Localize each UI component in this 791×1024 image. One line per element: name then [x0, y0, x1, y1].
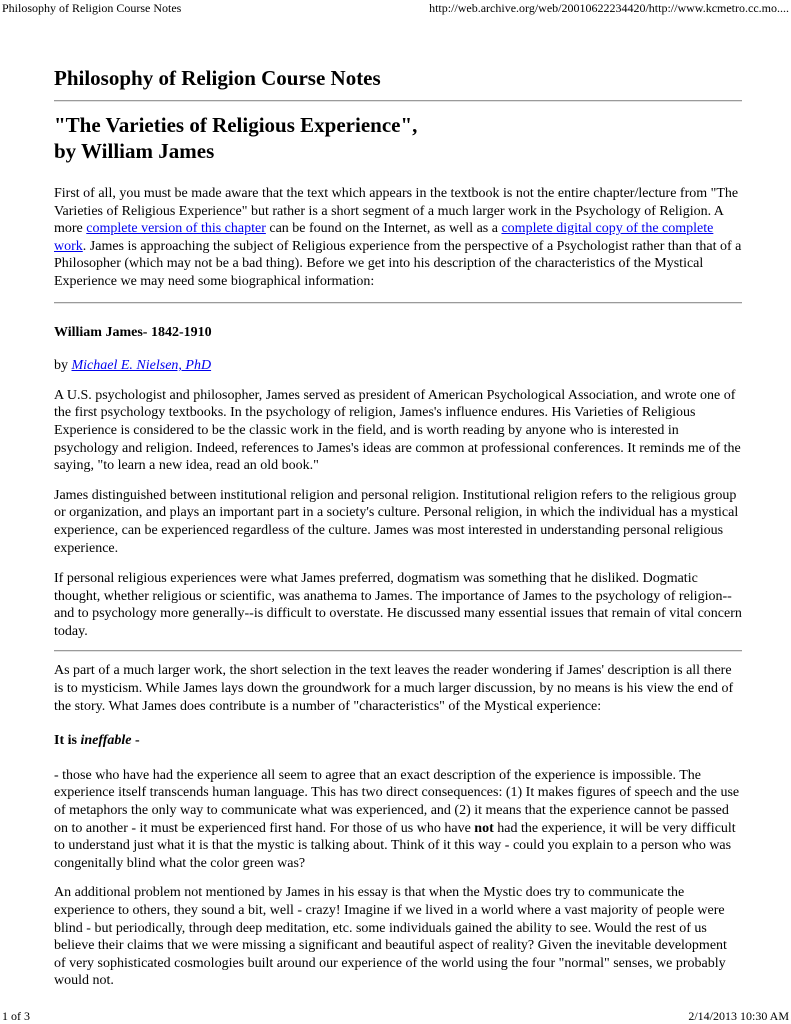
ineffable-word: ineffable	[80, 733, 132, 749]
chapter-version-link[interactable]: complete version of this chapter	[86, 221, 266, 237]
ineffable-bold-word: not	[474, 820, 494, 836]
heading-line-1: "The Varieties of Religious Experience",	[54, 113, 418, 137]
ineffable-prefix: It is	[54, 733, 81, 749]
print-header-url: http://web.archive.org/web/20010622234420/http://www.kcmetro.cc.mo....	[429, 1, 789, 15]
intro-text-2: can be found on the Internet, as well as a	[265, 221, 502, 237]
ineffable-text-1: - those who have had the experience all seem to agree that an exact description of the experience is impossible. The experience itself transcends human language. This has two direct consequences: (1) It makes figures of speech and the use of metaphors the only way to communicate what was experienced, and (2) it means that the experience cannot be passed on to another - it must be experienced first hand. For those of us who have	[54, 767, 740, 836]
ineffable-suffix: -	[131, 733, 140, 749]
byline-prefix: by	[54, 358, 72, 374]
additional-problem-paragraph: An additional problem not mentioned by James in his essay is that when the Mystic does try to communicate the experience to others, they sound a bit, well - crazy! Imagine if we lived in a world where a vast majority of people were blind - but periodically, through deep meditation, etc. some individuals gained the ability to see. Would the rest of us believe their claims that we were missing a significant and beautiful aspect of reality? Given the inevitable development of very sophisticated cosmologies built around our experience of the world using the four "normal" senses, we probably would not.	[54, 885, 727, 989]
section-heading	[54, 112, 742, 164]
ineffable-heading	[54, 732, 742, 750]
intro-text-1: First of all, you must be made aware that the text which appears in the textbook is not the entire chapter/lecture from "The Varieties of Religious Experience" but rather is a short segment of a much larger work in the Psychology of Religion. A more	[54, 186, 739, 237]
bio-paragraph-1: A U.S. psychologist and philosopher, James served as president of American Psychological Association, and wrote one of the first psychology textbooks. In the psychology of religion, James's influence endures. His Varieties of Religious Experience is considered to be the classic work in the field, and is worth reading by anyone who is interested in psychology and religion. Indeed, references to James's ideas are common at professional conferences. It reminds me of the saying, "to learn a new idea, read an old book."	[54, 387, 741, 474]
page-count: 1 of 3	[2, 1009, 30, 1023]
page-title: Philosophy of Religion Course Notes	[54, 66, 381, 90]
bio-paragraph-2: James distinguished between institutional religion and personal religion. Institutional religion refers to the religious group or organization, and plays an important part in a society's culture. Personal religion, in which the individual has a mystical experience, can be experienced regardless of the culture. James was most interested in understanding personal religious experience.	[54, 487, 739, 556]
author-link[interactable]	[72, 358, 212, 373]
divider	[54, 100, 742, 102]
body-paragraph-larger-work: As part of a much larger work, the short selection in the text leaves the reader wondering if James' description is all there is to mysticism. While James lays down the groundwork for a much larger discussion, by no means is his view the end of the story. What James does contribute is a number of "characteristics" of the Mystical experience:	[54, 663, 734, 714]
ineffable-text-2: had the experience, it will be very difficult to understand just what it is that the mystic is talking about. Think of it this way - could you explain to a person who was congenitally blind what the color green was?	[54, 820, 736, 871]
intro-text-3: . James is approaching the subject of Religious experience from the perspective of a Psychologist rather than that of a Philosopher (which may not be a bad thing). Before we get into his description of the characteristics of the Mystical Experience we may need some biographical information:	[54, 238, 742, 289]
divider	[54, 302, 742, 304]
author-name: Michael E. Nielsen, PhD	[71, 358, 212, 374]
bio-paragraph-3: If personal religious experiences were what James preferred, dogmatism was something that he disliked. Dogmatic thought, whether religious or scientific, was anathema to James. The importance of James to the psychology of religion--and to psychology more generally--is difficult to overstate. He discussed many essential issues that remain of vital concern today.	[54, 571, 742, 639]
divider	[54, 650, 742, 652]
digital-copy-link[interactable]: complete digital copy of the complete work	[54, 221, 714, 254]
heading-line-2: by William James	[54, 139, 215, 163]
byline	[54, 357, 742, 375]
print-timestamp: 2/14/2013 10:30 AM	[688, 1009, 789, 1023]
print-header-title: Philosophy of Religion Course Notes	[2, 1, 182, 15]
intro-paragraph	[54, 185, 742, 291]
ineffable-paragraph	[54, 767, 742, 873]
bio-heading: William James- 1842-1910	[54, 324, 212, 340]
document-body	[54, 62, 742, 990]
